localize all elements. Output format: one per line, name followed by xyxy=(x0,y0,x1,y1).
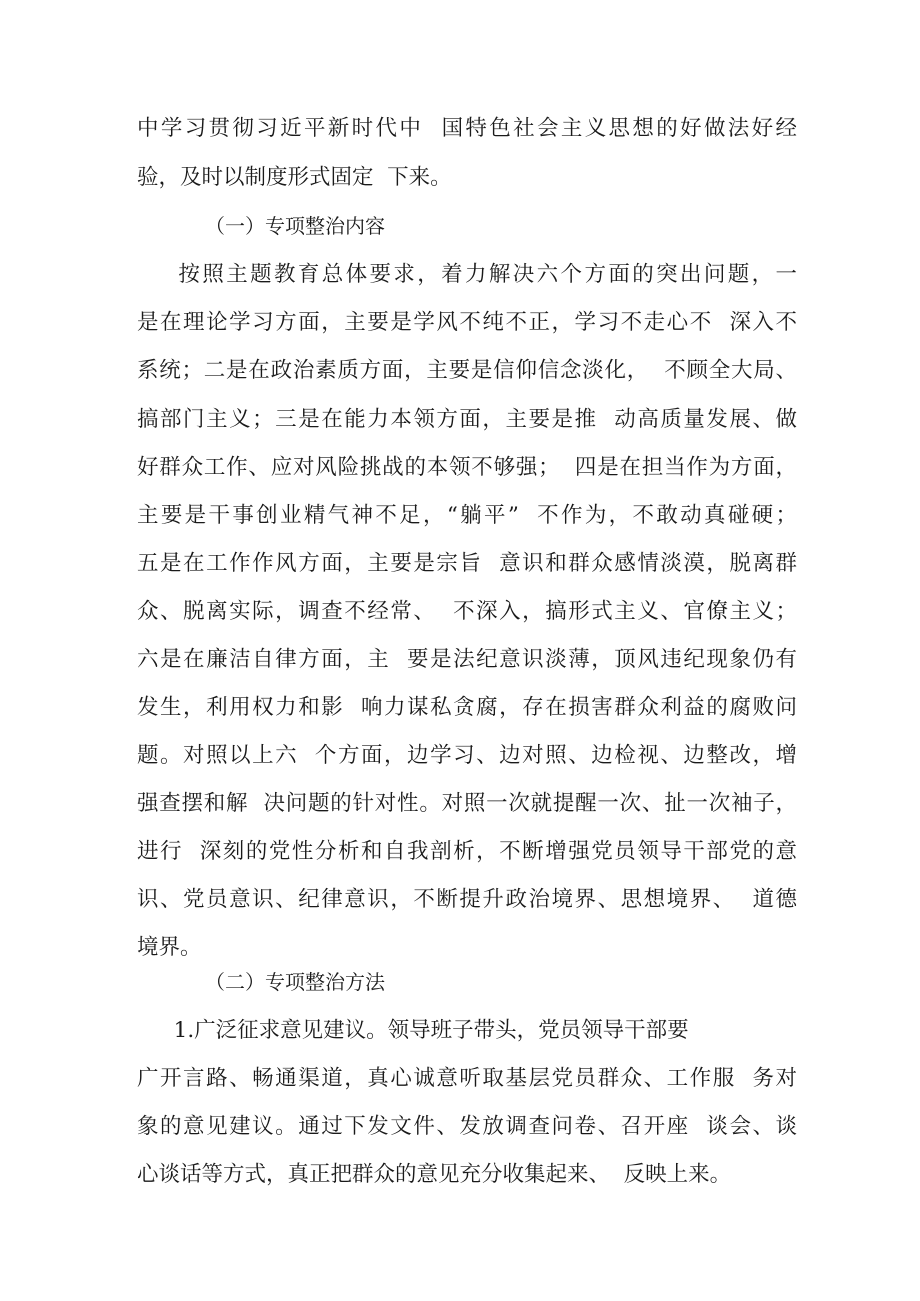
paragraph1-line-15: 境界。 xyxy=(137,935,202,960)
paragraph1-line-14: 识、党员意识、纪律意识，不断提升政治境界、思想境界、 道德 xyxy=(137,887,797,912)
paragraph1-line-10: 发生，利用权力和影 响力谋私贪腐，存在损害群众利益的腐败问 xyxy=(137,695,797,720)
intro-line-1: 中学习贯彻习近平新时代中 国特色社会主义思想的好做法好经 xyxy=(137,116,797,141)
paragraph1-line-11: 题。对照以上六 个方面，边学习、边对照、边检视、边整改，增 xyxy=(137,743,797,768)
paragraph1-line-8: 众、脱离实际，调查不经常、 不深入，搞形式主义、官僚主义； xyxy=(137,599,797,624)
section-heading-1: （一）专项整治内容 xyxy=(205,214,385,238)
intro-line-2: 验，及时以制度形式固定 下来。 xyxy=(137,165,452,190)
paragraph1-line-2: 是在理论学习方面，主要是学风不纯不正，学习不走心不 深入不 xyxy=(137,310,797,335)
paragraph2-line-4: 心谈话等方式，真正把群众的意见充分收集起来、 反映上来。 xyxy=(137,1162,732,1187)
section-heading-2: （二）专项整治方法 xyxy=(205,970,385,994)
paragraph1-line-7: 五是在工作作风方面，主要是宗旨 意识和群众感情淡漠，脱离群 xyxy=(137,551,797,576)
paragraph2-line-3: 象的意见建议。通过下发文件、发放调查问卷、召开座 谈会、谈 xyxy=(137,1114,797,1139)
paragraph2-line-2: 广开言路、畅通渠道，真心诚意听取基层党员群众、工作服 务对 xyxy=(137,1066,797,1091)
paragraph1-line-1: 按照主题教育总体要求，着力解决六个方面的突出问题，一 xyxy=(160,262,797,287)
paragraph2-line-1: 1.广泛征求意见建议。领导班子带头，党员领导干部要 xyxy=(160,1018,689,1043)
paragraph1-line-5: 好群众工作、应对风险挑战的本领不够强； 四是在担当作为方面， xyxy=(137,455,797,480)
paragraph1-line-6: 主要是干事创业精气神不足，“躺平” 不作为，不敢动真碰硬； xyxy=(137,503,797,528)
paragraph1-line-9: 六是在廉洁自律方面，主 要是法纪意识淡薄，顶风违纪现象仍有 xyxy=(137,647,797,672)
paragraph1-line-3: 系统；二是在政治素质方面，主要是信仰信念淡化， 不顾全大局、 xyxy=(137,358,797,383)
paragraph1-line-13: 进行 深刻的党性分析和自我剖析，不断增强党员领导干部党的意 xyxy=(137,839,797,864)
paragraph1-line-12: 强查摆和解 决问题的针对性。对照一次就提醒一次、扯一次袖子， xyxy=(137,791,797,816)
paragraph1-line-4: 搞部门主义；三是在能力本领方面，主要是推 动高质量发展、做 xyxy=(137,407,797,432)
